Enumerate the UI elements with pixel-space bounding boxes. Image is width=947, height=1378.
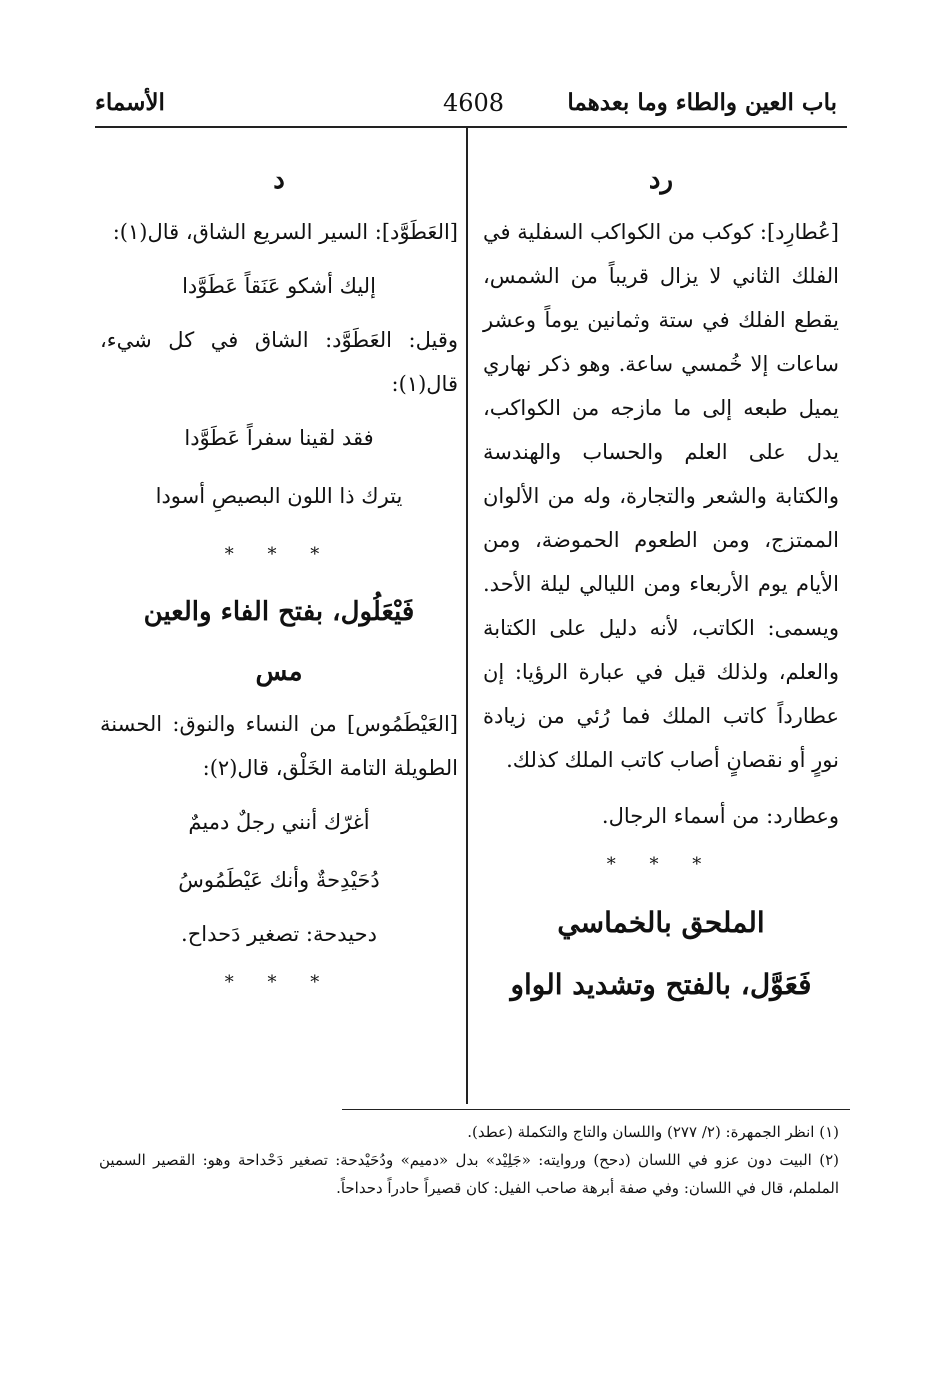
separator-stars: * * * [224,972,334,993]
poem-verse: فقد لقينا سفراً عَطَوَّدا [184,426,374,450]
root-heading: د [273,165,285,195]
left-column [100,150,458,1010]
poem-verse: إليك أشكو عَنَقاً عَطَوَّدا [182,274,376,298]
entry-paragraph: [العَيْطَمُوس] من النساء والنوق: الحسنة الطويلة التامة الخَلْق، قال(٢): [100,712,458,780]
entry-paragraph: وعطارد: من أسماء الرجال. [601,804,839,828]
section-title: الأسماء [95,89,165,116]
footnote: (٢) البيت دون عزو في اللسان (دحح) وروايته: «جَلِيْد» بدل «دميم» ودُحَيْدحة: تصغير دَحْداحة وهو: القصير السمين الململم، قال في اللسان: وفي صفة أبرهة صاحب الفيل: كان قصيراً حادراً دحداحاً. [99,1151,839,1197]
footnote: (١) انظر الجمهرة: (٢/ ٢٧٧) واللسان والتاج والتكملة (عطد). [467,1123,839,1141]
header-rule [95,126,847,128]
poem-verse: أغرّك أنني رجلٌ دميمٌ [188,810,370,834]
entry-paragraph: [العَطَوَّد]: السير السريع الشاق، قال(١): [112,220,458,244]
section-heading: فَيْعَلُول، بفتح الفاء والعين [143,597,415,627]
entry-paragraph: وقيل: العَطَوَّد: الشاق في كل شيء، قال(١): [100,328,458,396]
page-number: 4608 [442,89,505,117]
poem-verse: يترك ذا اللون البصيصِ أسودا [155,484,403,508]
root-heading: رد [648,165,674,195]
separator-stars: * * * [224,544,334,565]
poem-verse: دُحَيْدِحةٌ وأنك عَيْطَمُوسُ [178,868,380,892]
section-heading: فَعَوَّل، بالفتح وتشديد الواو [510,968,812,1001]
footnote-rule [342,1109,850,1110]
section-heading: الملحق بالخماسي [557,906,765,939]
column-divider [466,128,468,1104]
chapter-title: باب العين والطاء وما بعدهما [567,89,837,116]
entry-paragraph: [عُطارِد]: كوكب من الكواكب السفلية في الفلك الثاني لا يزال قريباً من الشمس، يقطع الفلك في ستة وثمانين يوماً وعشر ساعات إلا خُمسي ساعة. وهو ذكر نهاري يميل طبعه إلى ما مازجه من الكواكب، يدل على العلم والحساب والهندسة والكتابة والشعر والتجارة، وله من الألوان الممتزج، ومن الطعوم الحموضة، ومن الأيام يوم الأربعاء ومن الليالي ليلة الأحد. ويسمى: الكاتب، لأنه دليل على الكتابة والعلم، ولذلك قيل في عبارة الرؤيا: إن عطارداً كاتب الملك فما رُئي من زيادة نورٍ أو نقصانٍ أصاب كاتب الملك كذلك. [483,220,839,772]
right-column [483,150,839,1016]
root-heading: مس [255,657,303,687]
entry-paragraph: دحيدحة: تصغير دَحداح. [181,922,377,946]
separator-stars: * * * [606,854,716,875]
footnotes [99,1118,839,1202]
